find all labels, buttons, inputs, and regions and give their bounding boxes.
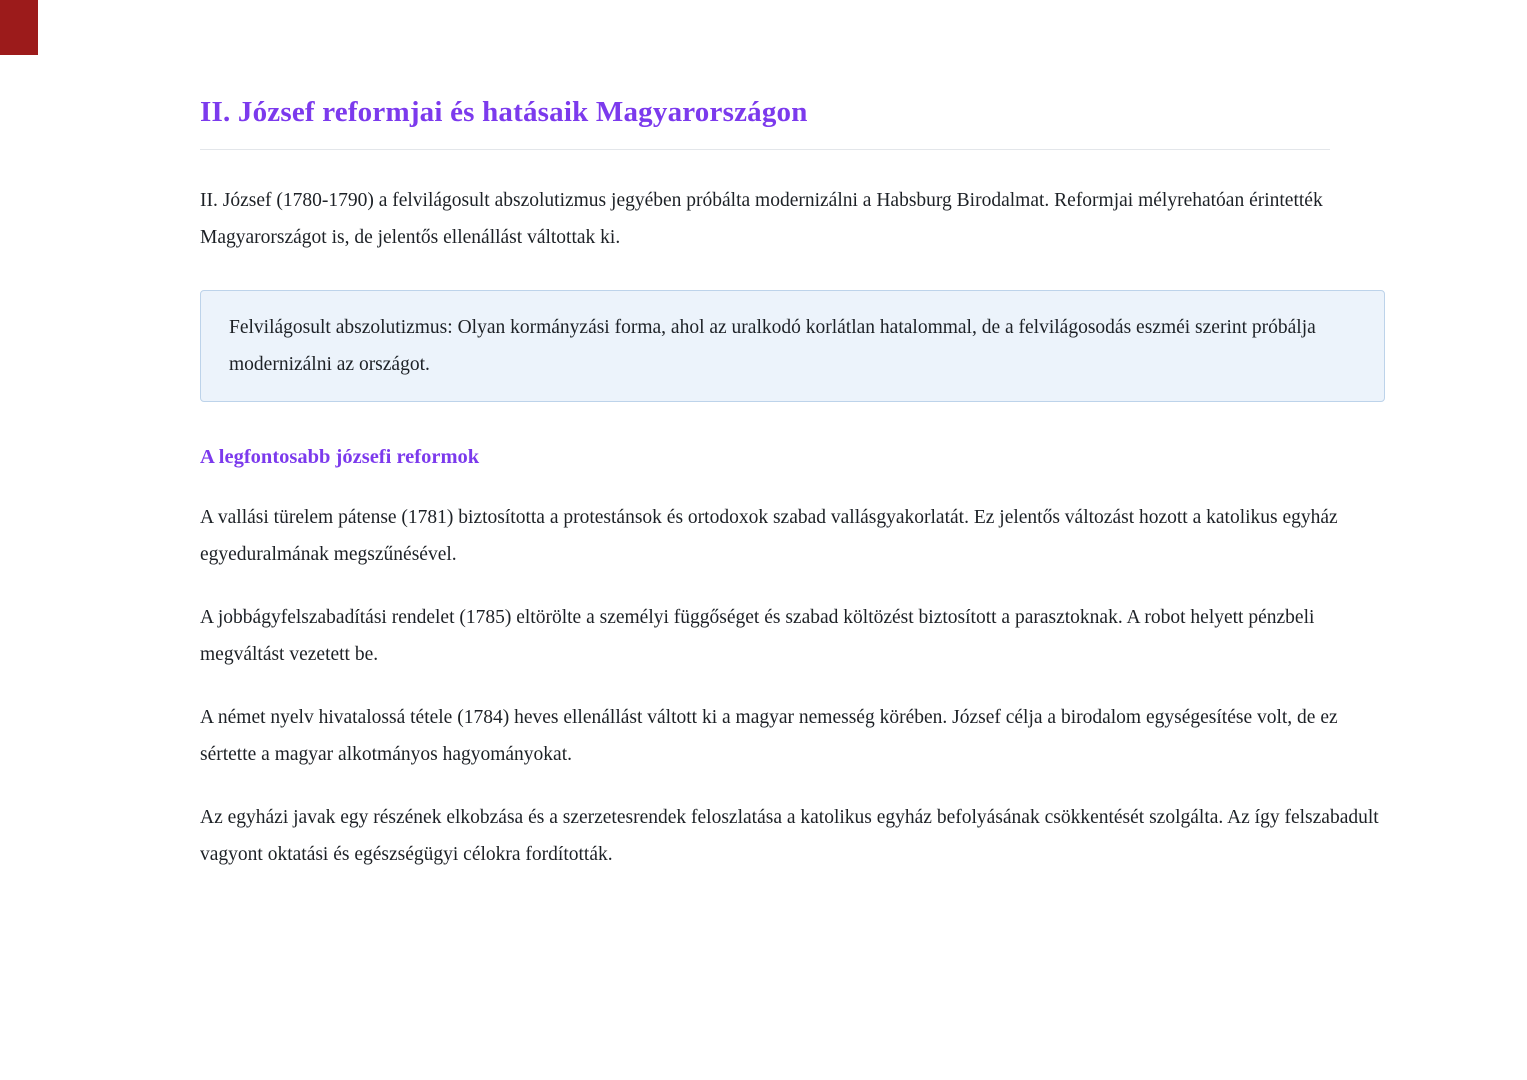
intro-paragraph: II. József (1780-1790) a felvilágosult abszolutizmus jegyében próbálta modernizálni a Habsburg Birodalmat. Reformjai mélyrehatóan érintették Magyarországot is, de jelentős ellenállást váltottak ki.	[200, 190, 1323, 248]
callout-text: Felvilágosult abszolutizmus: Olyan kormányzási forma, ahol az uralkodó korlátlan hatalommal, de a felvilágosodás eszméi szerint próbálja modernizálni az országot.	[229, 317, 1316, 375]
reform-paragraph-4: Az egyházi javak egy részének elkobzása és a szerzetesrendek feloszlatása a katolikus egyház befolyásának csökkentését szolgálta. Az így felszabadult vagyont oktatási és egészségügyi célokra fordították.	[200, 807, 1379, 865]
definition-callout	[200, 290, 1385, 402]
section-heading: A legfontosabb józsefi reformok	[200, 446, 480, 468]
title-divider	[200, 149, 1330, 150]
reform-paragraph-3: A német nyelv hivatalossá tétele (1784) heves ellenállást váltott ki a magyar nemesség körében. József célja a birodalom egységesítése volt, de ez sértette a magyar alkotmányos hagyományokat.	[200, 707, 1338, 765]
red-corner-marker	[0, 0, 38, 55]
reform-paragraph-1: A vallási türelem pátense (1781) biztosította a protestánsok és ortodoxok szabad vallásgyakorlatát. Ez jelentős változást hozott a katolikus egyház egyeduralmának megszűnésével.	[200, 507, 1338, 565]
reform-paragraph-2: A jobbágyfelszabadítási rendelet (1785) eltörölte a személyi függőséget és szabad költözést biztosított a parasztoknak. A robot helyett pénzbeli megváltást vezetett be.	[200, 607, 1315, 665]
page-title: II. József reformjai és hatásaik Magyarországon	[200, 96, 808, 128]
article	[200, 96, 1385, 899]
